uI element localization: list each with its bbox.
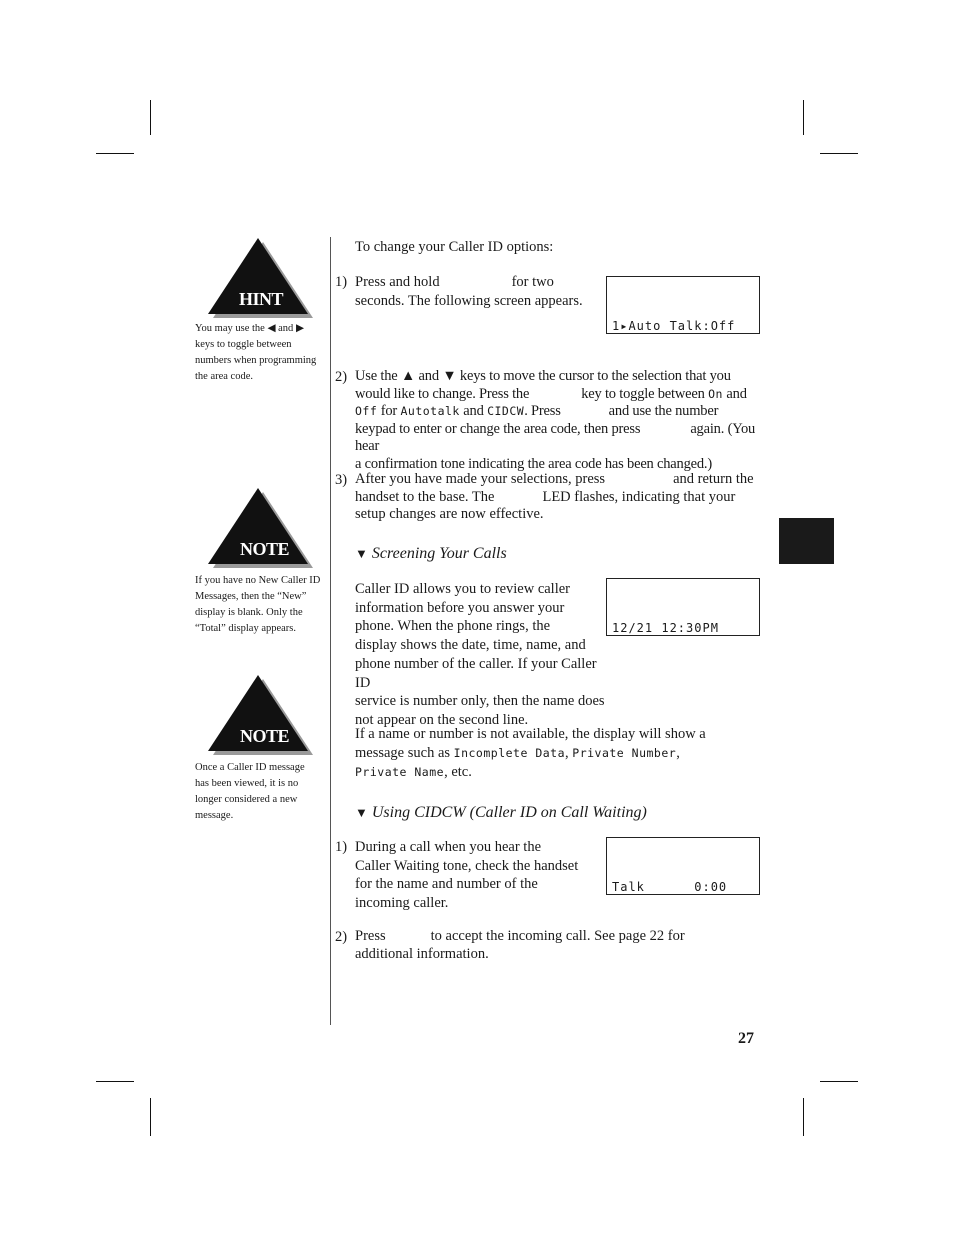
- crop-mark: [96, 1081, 134, 1082]
- crop-mark: [803, 1098, 804, 1136]
- down-arrow-icon: ▼: [442, 368, 457, 384]
- lcd-display: [606, 276, 760, 334]
- note-label: NOTE: [240, 539, 290, 559]
- note-label: NOTE: [240, 726, 290, 746]
- step-text: Press and hold for two seconds. The following screen appears.: [355, 274, 583, 309]
- column-divider: [330, 237, 331, 1025]
- section-heading: ▼ Screening Your Calls: [355, 545, 507, 562]
- lcd-display: [606, 837, 760, 895]
- down-triangle-icon: ▼: [355, 546, 368, 561]
- step-number: 2): [335, 929, 348, 945]
- crop-mark: [96, 153, 134, 154]
- step-text: After you have made your selections, press and return the handset to the base. The LED flashes, indicating that your setup changes are now effective.: [355, 471, 754, 522]
- hint-text: You may use the ◀ and ▶ keys to toggle between numbers when programming the area code.: [195, 323, 317, 382]
- crop-mark: [150, 100, 151, 135]
- lcd-line: 1▸Auto Talk:Off: [612, 319, 736, 333]
- section-paragraph: If a name or number is not available, the display will show a message such as Incomplete Data, Private Number, Private Name, etc.: [355, 726, 706, 780]
- crop-mark: [820, 153, 858, 154]
- right-arrow-icon: ▶: [295, 323, 305, 334]
- note-text: If you have no New Caller ID Messages, then the “New” display is blank. Only the “Total” display appears.: [195, 575, 321, 634]
- page-number: 27: [738, 1030, 754, 1047]
- left-arrow-icon: ◀: [267, 323, 276, 334]
- step-number: 1): [335, 839, 348, 855]
- crop-mark: [820, 1081, 858, 1082]
- down-triangle-icon: ▼: [355, 805, 368, 820]
- lcd-line: 12/21 12:30PM: [612, 621, 719, 635]
- lcd-line: Talk 0:00: [612, 880, 728, 894]
- intro-text: To change your Caller ID options:: [355, 239, 554, 255]
- hint-label: HINT: [239, 289, 284, 309]
- section-heading: ▼ Using CIDCW (Caller ID on Call Waiting): [355, 804, 647, 821]
- step-number: 2): [335, 369, 348, 385]
- section-tab: [779, 518, 834, 564]
- step-number: 3): [335, 472, 348, 488]
- lcd-display: [606, 578, 760, 636]
- step-number: 1): [335, 274, 348, 290]
- section-body: Caller ID allows you to review caller information before you answer your phone. When the phone rings, the display shows the date, time, name, and phone number of the caller. If your Caller ID service is number only, then the name does not appear on the second line.: [355, 581, 605, 728]
- step-text: Use the ▲ and ▼ keys to move the cursor to the selection that you would like to change. Press the key to toggle between On and Off for Autotalk and CIDCW. Press and use the number keypad to enter or change the area code, then press again. (You hear a confirmation tone indicating the area code has been changed.): [355, 368, 756, 472]
- up-arrow-icon: ▲: [400, 368, 416, 384]
- step-text: Press to accept the incoming call. See page 22 for additional information.: [355, 928, 685, 962]
- crop-mark: [150, 1098, 151, 1136]
- note-text: Once a Caller ID message has been viewed, it is no longer considered a new message.: [195, 762, 305, 821]
- step-text: During a call when you hear the Caller Waiting tone, check the handset for the name and number of the incoming caller.: [355, 839, 579, 912]
- crop-mark: [803, 100, 804, 135]
